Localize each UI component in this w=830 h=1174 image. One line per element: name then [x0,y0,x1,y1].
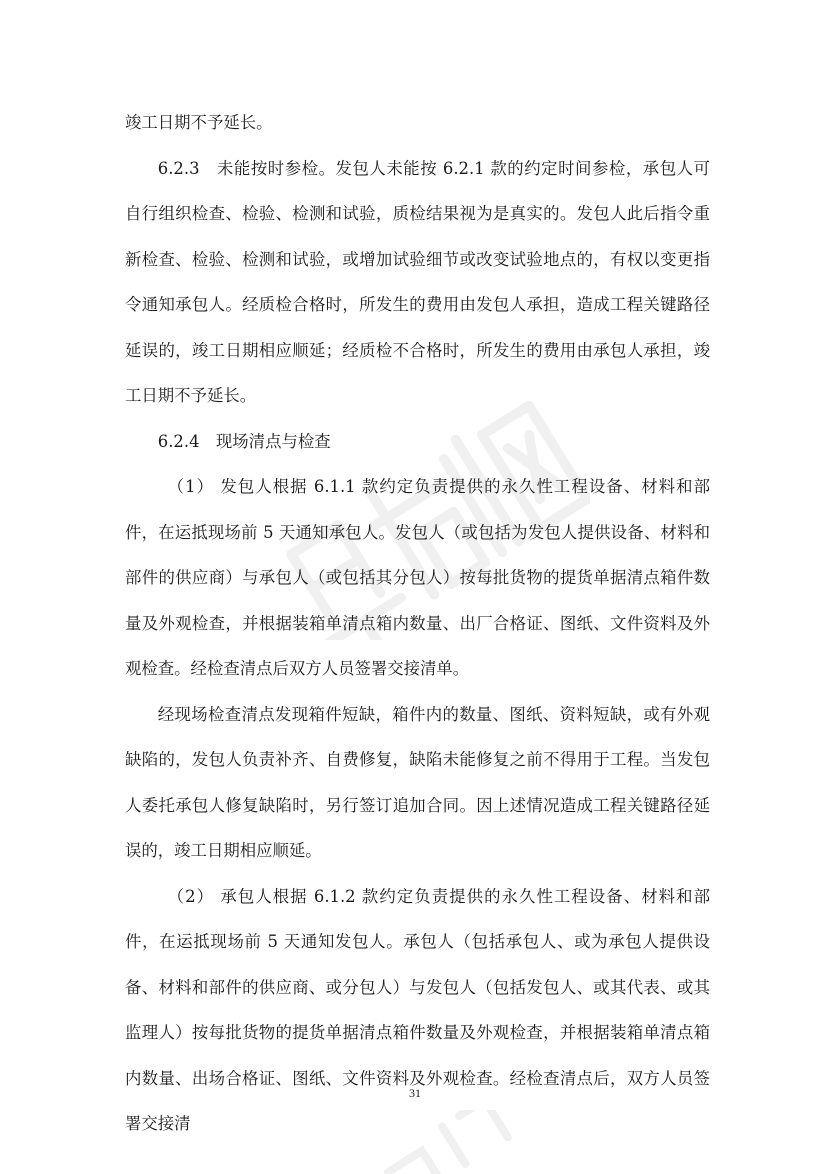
paragraph-3-heading: 6.2.4 现场清点与检查 [157,431,331,451]
paragraph-5: 经现场检查清点发现箱件短缺，箱件内的数量、图纸、资料短缺，或有外观缺陷的，发包人负责补齐、自费修复，缺陷未能修复之前不得用于工程。当发包人委托承包人修复缺陷时，另行签订追加合同。因上述情况造成工程关键路径延误的，竣工日期相应顺延。 [125,704,710,860]
paragraph-2: 6.2.3 未能按时参检。发包人未能按 6.2.1 款的约定时间参检，承包人可自行组织检查、检验、检测和试验，质检结果视为是真实的。发包人此后指令重新检查、检验、检测和试验，或增加试验细节或改变试验地点的，有权以变更指令通知承包人。经质检合格时，所发生的费用由发包人承担，造成工程关键路径延误的，竣工日期相应顺延；经质检不合格时，所发生的费用由承包人承担，竣工日期不予延长。 [125,158,710,405]
paragraph-1: 竣工日期不予延长。 [125,113,273,132]
paragraph-6: （2） 承包人根据 6.1.2 款约定负责提供的永久性工程设备、材料和部件，在运抵现场前 5 天通知发包人。承包人（包括承包人、或为承包人提供设备、材料和部件的供应商、或分包人）与发包人（包括发包人、或其代表、或其监理人）按每批货物的提货单据清点箱件数量及外观检查，并根据装箱单清点箱内数量、出场合格证、图纸、文件资料及外观检查。经检查清点后，双方人员签署交接清 [125,886,710,1133]
paragraph-4: （1） 发包人根据 6.1.1 款约定负责提供的永久性工程设备、材料和部件，在运抵现场前 5 天通知承包人。发包人（或包括为发包人提供设备、材料和部件的供应商）与承包人（或包括其分包人）按每批货物的提货单据清点箱件数量及外观检查，并根据装箱单清点箱内数量、出厂合格证、图纸、文件资料及外观检查。经检查清点后双方人员签署交接清单。 [125,477,710,678]
body-text [125,100,710,1147]
page-number: 31 [409,1086,421,1100]
